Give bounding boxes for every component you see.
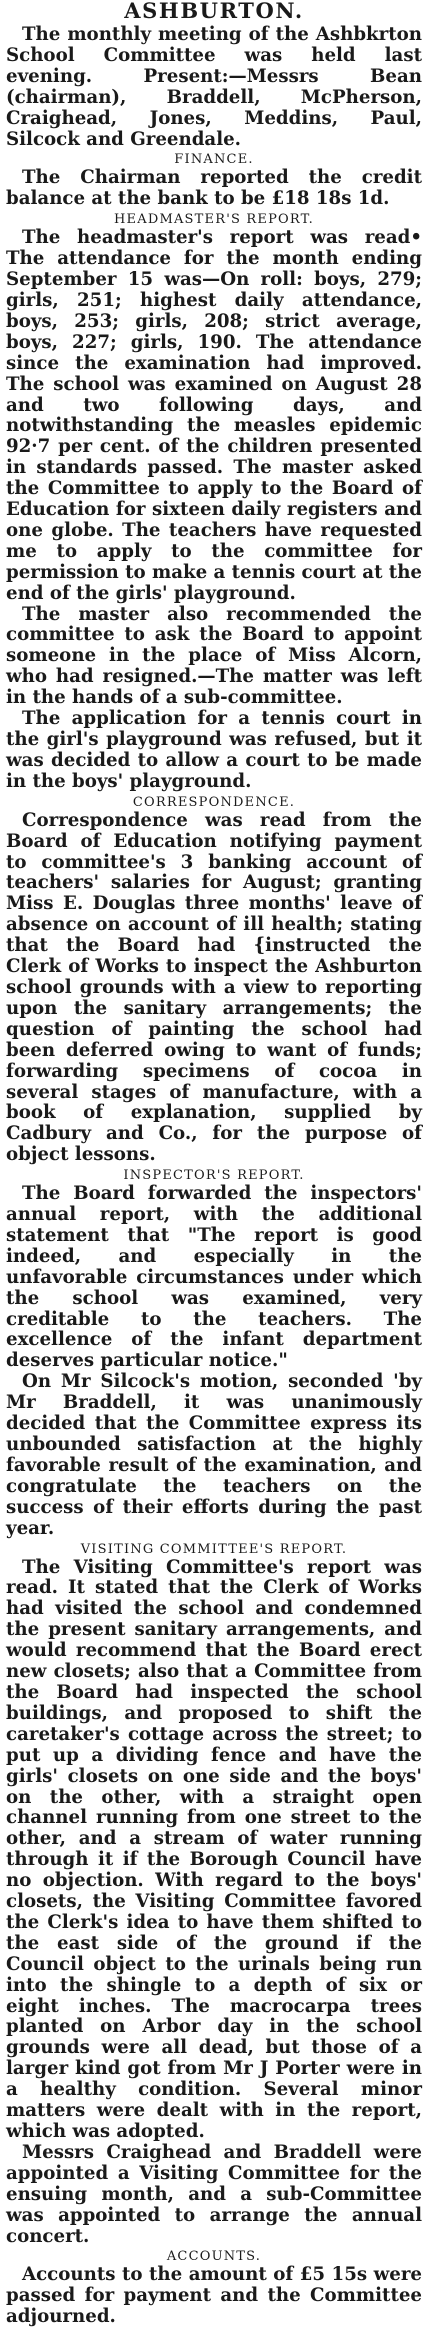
paragraph: On Mr Silcock's motion, seconded 'by Mr Braddell, it was unanimously decided that the Committee express its unbounded satisfaction at the highly favorable result of the examination, and congratulate the teachers on the success of their efforts during the past year. (6, 1371, 422, 1539)
section-heading: CORRESPONDENCE. (132, 794, 296, 810)
section-headmasters-report (6, 212, 422, 792)
paragraph: The master also recommended the committee to ask the Board to appoint someone in the place of Miss Alcorn, who had resigned.—The matter was left in the hands of a sub-committee. (6, 603, 422, 709)
paragraph: The Visiting Committee's report was read. It stated that the Clerk of Works had visited the school and condemned the present sanitary arrangements, and would recommend that the Board erect new closets; also that a Committee from the Board had inspected the school buildings, and proposed to shift the caretaker's cottage across the street; to put up a dividing fence and have the girls' closets on one side and the boys' on the other, with a straight open channel running from one street to the other, and a stream of water running through it if the Borough Council have no objection. With regard to the boys' closets, the Visiting Committee favored the Clerk's idea to have them shifted to the east side of the ground if the Council object to the urinals being run into the shingle to a depth of six or eight inches. The macrocarpa trees planted on Arbor day in the school grounds were all dead, but those of a larger kind got from Mr J Porter were in a healthy condition. Several minor matters were dealt with in the report, which was adopted. (6, 1556, 422, 2142)
section-visiting-committee-report (6, 1542, 422, 2248)
section-finance (6, 152, 422, 210)
section-heading: HEADMASTER'S REPORT. (114, 212, 314, 228)
section-heading: VISITING COMMITTEE'S REPORT. (80, 1541, 348, 1557)
section-inspectors-report (6, 1168, 422, 1539)
section-accounts (6, 2249, 422, 2328)
article-headline: ASHBURTON. (124, 0, 304, 23)
section-heading: ACCOUNTS. (166, 2249, 262, 2265)
paragraph: Correspondence was read from the Board of Education notifying payment to committee's 3 banking account of teachers' salaries for August; granting Miss E. Douglas three months' leave of absence on account of ill health; stating that the Board had {instructed the Clerk of Works to inspect the Ashburton school grounds with a view to reporting upon the sanitary arrangements; the question of painting the school had been deferred owing to want of funds; forwarding specimens of cocoa in several stages of manufacture, with a book of explanation, supplied by Cadbury and Co., for the purpose of object lessons. (6, 809, 422, 1166)
paragraph: The headmaster's report was read• The attendance for the month ending September 15 was—On roll: boys, 279; girls, 251; highest daily attendance, boys, 253; girls, 208; strict average, boys, 227; girls, 190. The attendance since the examination had improved. The school was examined on August 28 and two following days, and notwithstanding the measles epidemic 92·7 per cent. of the children presented in standards passed. The master asked the Committee to apply to the Board of Education for sixteen daily registers and one globe. The teachers have requested me to apply to the committee for permission to make a tennis court at the end of the girls' playground. (6, 227, 422, 604)
paragraph: Messrs Craighead and Braddell were appointed a Visiting Committee for the ensuing month, and a sub-Committee was appointed to arrange the annual concert. (6, 2141, 422, 2247)
section-heading: FINANCE. (174, 152, 254, 168)
paragraph: The monthly meeting of the Ashbkrton School Committee was held last evening. Present:—Messrs Bean (chairman), Braddell, McPherson, Craighead, Jones, Meddins, Paul, Silcock and Greendale. (6, 24, 422, 150)
paragraph: The application for a tennis court in the girl's playground was refused, but it was decided to allow a court to be made in the boys' playground. (6, 708, 422, 792)
section-correspondence (6, 795, 422, 1166)
paragraph: Accounts to the amount of £5 15s were passed for payment and the Committee adjourned. (6, 2264, 422, 2328)
paragraph: The Chairman reported the credit balance at the bank to be £18 18s 1d. (6, 167, 422, 210)
paragraph: The Board forwarded the inspectors' annual report, with the additional statement that "The report is good indeed, and especially in the unfavorable circumstances under which the school was examined, very creditable to the teachers. The excellence of the infant department deserves particular notice." (6, 1183, 422, 1372)
section-opening (6, 25, 422, 150)
section-heading: INSPECTOR'S REPORT. (123, 1168, 305, 1184)
